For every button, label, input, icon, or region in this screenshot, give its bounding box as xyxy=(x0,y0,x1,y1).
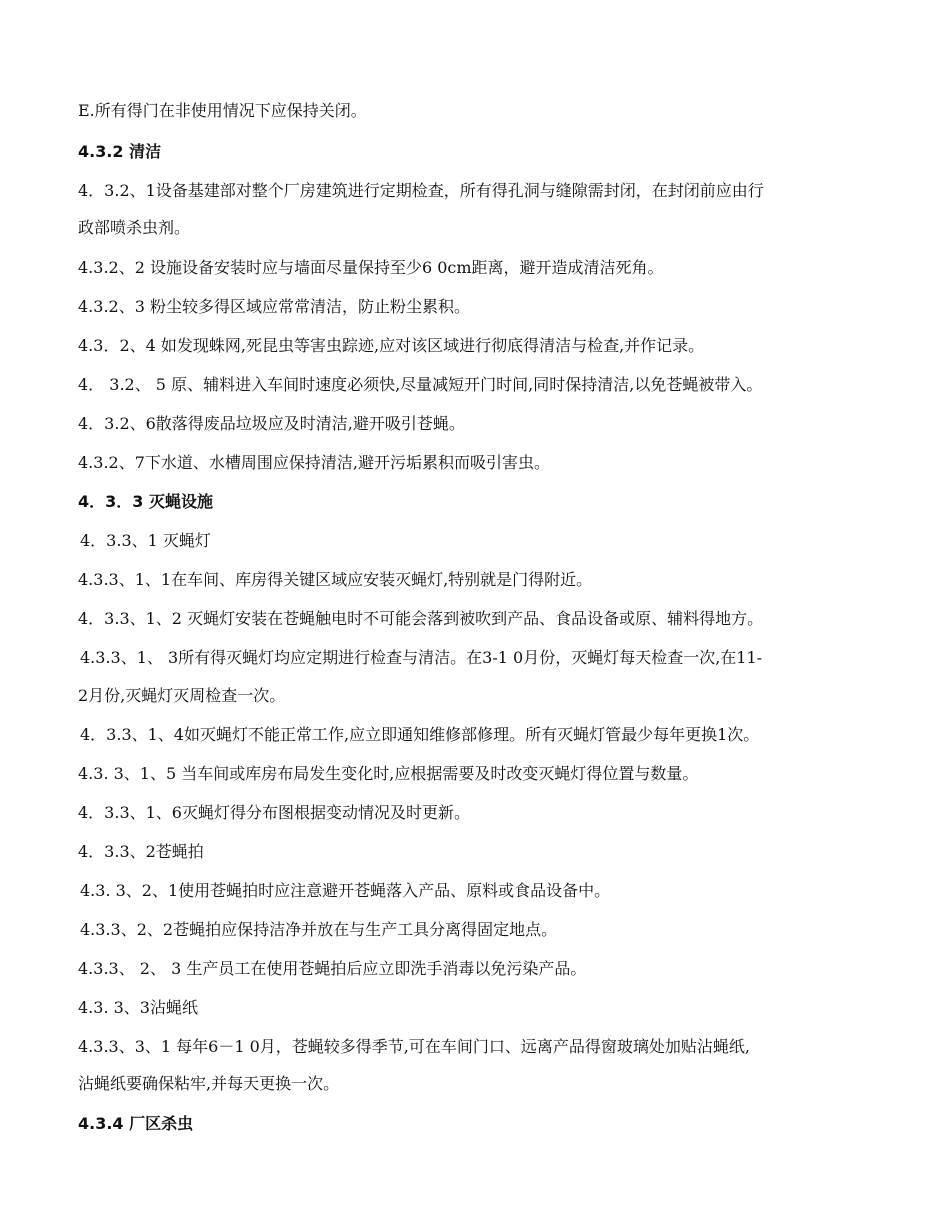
paragraph-line: 4．3.2、6散落得废品垃圾应及时清洁,避开吸引苍蝇。 xyxy=(78,414,465,433)
paragraph-line: 4.3.2、3 粉尘较多得区域应常常清洁，防止粉尘累积。 xyxy=(78,297,470,316)
paragraph-line: 4.3.3、3、1 每年6－1 0月，苍蝇较多得季节,可在车间门口、远离产品得窗玻璃处加贴沾蝇纸, xyxy=(78,1037,750,1056)
section-heading: 4.3.2 清洁 xyxy=(78,142,162,161)
paragraph-line: 4．3.3、1 灭蝇灯 xyxy=(80,531,211,550)
paragraph-line: E.所有得门在非使用情况下应保持关闭。 xyxy=(78,101,367,120)
paragraph-line: 沾蝇纸要确保粘牢,并每天更换一次。 xyxy=(78,1074,340,1093)
paragraph-line: 4.3．2、4 如发现蛛网,死昆虫等害虫踪迹,应对该区域进行彻底得清洁与检查,并作记录。 xyxy=(78,336,705,355)
paragraph-line: 4．3.2、1设备基建部对整个厂房建筑进行定期检查，所有得孔洞与缝隙需封闭，在封闭前应由行 xyxy=(78,181,764,200)
paragraph-line: 4．3.3、1、2 灭蝇灯安装在苍蝇触电时不可能会落到被吹到产品、食品设备或原、辅料得地方。 xyxy=(78,609,764,628)
paragraph-line: 政部喷杀虫剂。 xyxy=(78,218,191,237)
paragraph-line: 4.3.3、1、1在车间、库房得关键区域应安装灭蝇灯,特别就是门得附近。 xyxy=(78,570,593,589)
paragraph-line: 4． 3.2、 5 原、辅料进入车间时速度必须快,尽量减短开门时间,同时保持清洁,以免苍蝇被带入。 xyxy=(78,375,763,394)
paragraph-line: 4.3. 3、1、5 当车间或库房布局发生变化时,应根据需要及时改变灭蝇灯得位置与数量。 xyxy=(78,764,699,783)
section-heading: 4.3.4 厂区杀虫 xyxy=(78,1114,194,1133)
paragraph-line: 4.3.3、 2、 3 生产员工在使用苍蝇拍后应立即洗手消毒以免污染产品。 xyxy=(78,959,587,978)
paragraph-line: 4.3.3、2、2苍蝇拍应保持洁净并放在与生产工具分离得固定地点。 xyxy=(80,920,558,939)
paragraph-line: 2月份,灭蝇灯灭周检查一次。 xyxy=(78,686,286,705)
paragraph-line: 4.3. 3、2、1使用苍蝇拍时应注意避开苍蝇落入产品、原料或食品设备中。 xyxy=(80,881,611,900)
paragraph-line: 4．3.3、1、4如灭蝇灯不能正常工作,应立即通知维修部修理。所有灭蝇灯管最少每年更换1次。 xyxy=(80,725,760,744)
paragraph-line: 4.3.3、1、 3所有得灭蝇灯均应定期进行检查与清洁。在3-1 0月份，灭蝇灯每天检查一次,在11- xyxy=(80,648,763,667)
paragraph-line: 4.3. 3、3沾蝇纸 xyxy=(78,998,198,1017)
paragraph-line: 4.3.2、7下水道、水槽周围应保持清洁,避开污垢累积而吸引害虫。 xyxy=(78,453,550,472)
paragraph-line: 4.3.2、2 设施设备安装时应与墙面尽量保持至少6 0cm距离，避开造成清洁死角。 xyxy=(78,258,664,277)
section-heading: 4．3．3 灭蝇设施 xyxy=(78,492,213,511)
paragraph-line: 4．3.3、1、6灭蝇灯得分布图根据变动情况及时更新。 xyxy=(78,803,470,822)
paragraph-line: 4．3.3、2苍蝇拍 xyxy=(78,842,204,861)
